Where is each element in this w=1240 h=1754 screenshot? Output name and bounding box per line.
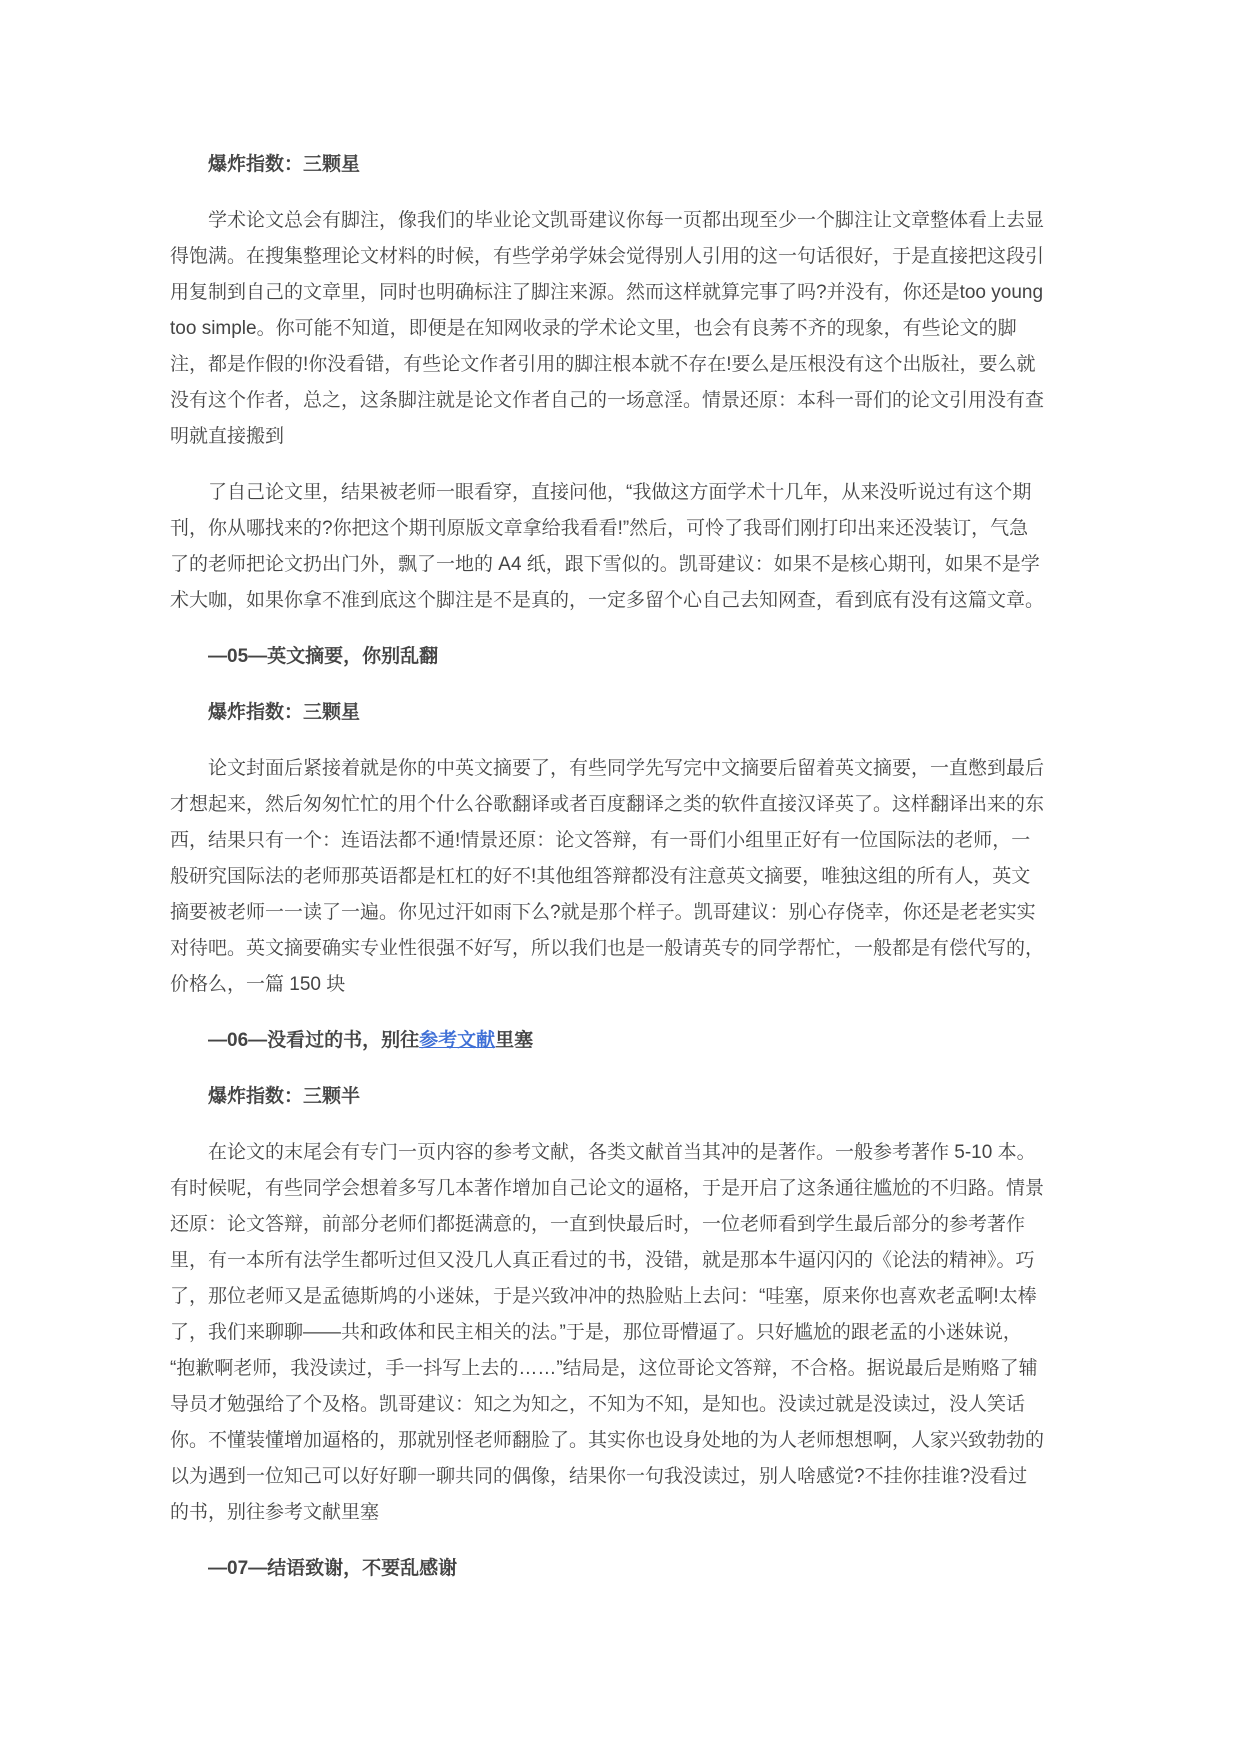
article-body — [170, 147, 1046, 1587]
section-heading-05: —05—英文摘要，你别乱翻 — [208, 646, 439, 667]
heading-06-suffix: 里塞 — [495, 1030, 534, 1051]
paragraph-references-story: 在论文的末尾会有专门一页内容的参考文献，各类文献首当其冲的是著作。一般参考著作 5-10 本。有时候呢，有些同学会想着多写几本著作增加自己论文的逼格，于是开启了这条通往尴尬的不归路。情景还原：论文答辩，前部分老师们都挺满意的，一直到快最后时，一位老师看到学生最后部分的参考著作里，有一本所有法学生都听过但又没几人真正看过的书，没错，就是那本牛逼闪闪的《论法的精神》。巧了，那位老师又是孟德斯鸠的小迷妹，于是兴致冲冲的热脸贴上去问：“哇塞，原来你也喜欢老孟啊!太棒了，我们来聊聊——共和政体和民主相关的法。”于是，那位哥懵逼了。只好尴尬的跟老孟的小迷妹说，“抱歉啊老师，我没读过，手一抖写上去的……”结局是，这位哥论文答辩，不合格。据说最后是贿赂了辅导员才勉强给了个及格。凯哥建议：知之为知之，不知为不知，是知也。没读过就是没读过，没人笑话你。不懂装懂增加逼格的，那就别怪老师翻脸了。其实你也设身处地的为人老师想想啊，人家兴致勃勃的以为遇到一位知己可以好好聊一聊共同的偶像，结果你一句我没读过，别人啥感觉?不挂你挂谁?没看过的书，别往参考文献里塞 — [170, 1142, 1045, 1523]
section-heading-07: —07—结语致谢，不要乱感谢 — [208, 1558, 458, 1579]
rating-line-footnote: 爆炸指数：三颗星 — [208, 154, 361, 175]
rating-line-references: 爆炸指数：三颗半 — [208, 1086, 361, 1107]
section-heading-06 — [170, 1023, 1046, 1059]
rating-line-abstract: 爆炸指数：三颗星 — [208, 702, 361, 723]
paragraph-footnote-story: 了自己论文里，结果被老师一眼看穿，直接问他，“我做这方面学术十几年，从来没听说过有这个期刊，你从哪找来的?你把这个期刊原版文章拿给我看看!”然后，可怜了我哥们刚打印出来还没装订，气急了的老师把论文扔出门外，飘了一地的 A4 纸，跟下雪似的。凯哥建议：如果不是核心期刊，如果不是学术大咖，如果你拿不准到底这个脚注是不是真的，一定多留个心自己去知网查，看到底有没有这篇文章。 — [170, 482, 1045, 611]
paragraph-footnote-intro: 学术论文总会有脚注，像我们的毕业论文凯哥建议你每一页都出现至少一个脚注让文章整体看上去显得饱满。在搜集整理论文材料的时候，有些学弟学妹会觉得别人引用的这一句话很好，于是直接把这段引用复制到自己的文章里，同时也明确标注了脚注来源。然而这样就算完事了吗?并没有，你还是too young too simple。你可能不知道，即便是在知网收录的学术论文里，也会有良莠不齐的现象，有些论文的脚注，都是作假的!你没看错，有些论文作者引用的脚注根本就不存在!要么是压根没有这个出版社，要么就没有这个作者，总之，这条脚注就是论文作者自己的一场意淫。情景还原：本科一哥们的论文引用没有查明就直接搬到 — [170, 210, 1045, 447]
heading-06-prefix: —06—没看过的书，别往 — [208, 1030, 420, 1051]
reference-literature-link[interactable]: 参考文献 — [419, 1030, 496, 1051]
paragraph-english-abstract: 论文封面后紧接着就是你的中英文摘要了，有些同学先写完中文摘要后留着英文摘要，一直憋到最后才想起来，然后匆匆忙忙的用个什么谷歌翻译或者百度翻译之类的软件直接汉译英了。这样翻译出来的东西，结果只有一个：连语法都不通!情景还原：论文答辩，有一哥们小组里正好有一位国际法的老师，一般研究国际法的老师那英语都是杠杠的好不!其他组答辩都没有注意英文摘要，唯独这组的所有人，英文摘要被老师一一读了一遍。你见过汗如雨下么?就是那个样子。凯哥建议：别心存侥幸，你还是老老实实对待吧。英文摘要确实专业性很强不好写，所以我们也是一般请英专的同学帮忙，一般都是有偿代写的，价格么，一篇 150 块 — [170, 758, 1045, 995]
